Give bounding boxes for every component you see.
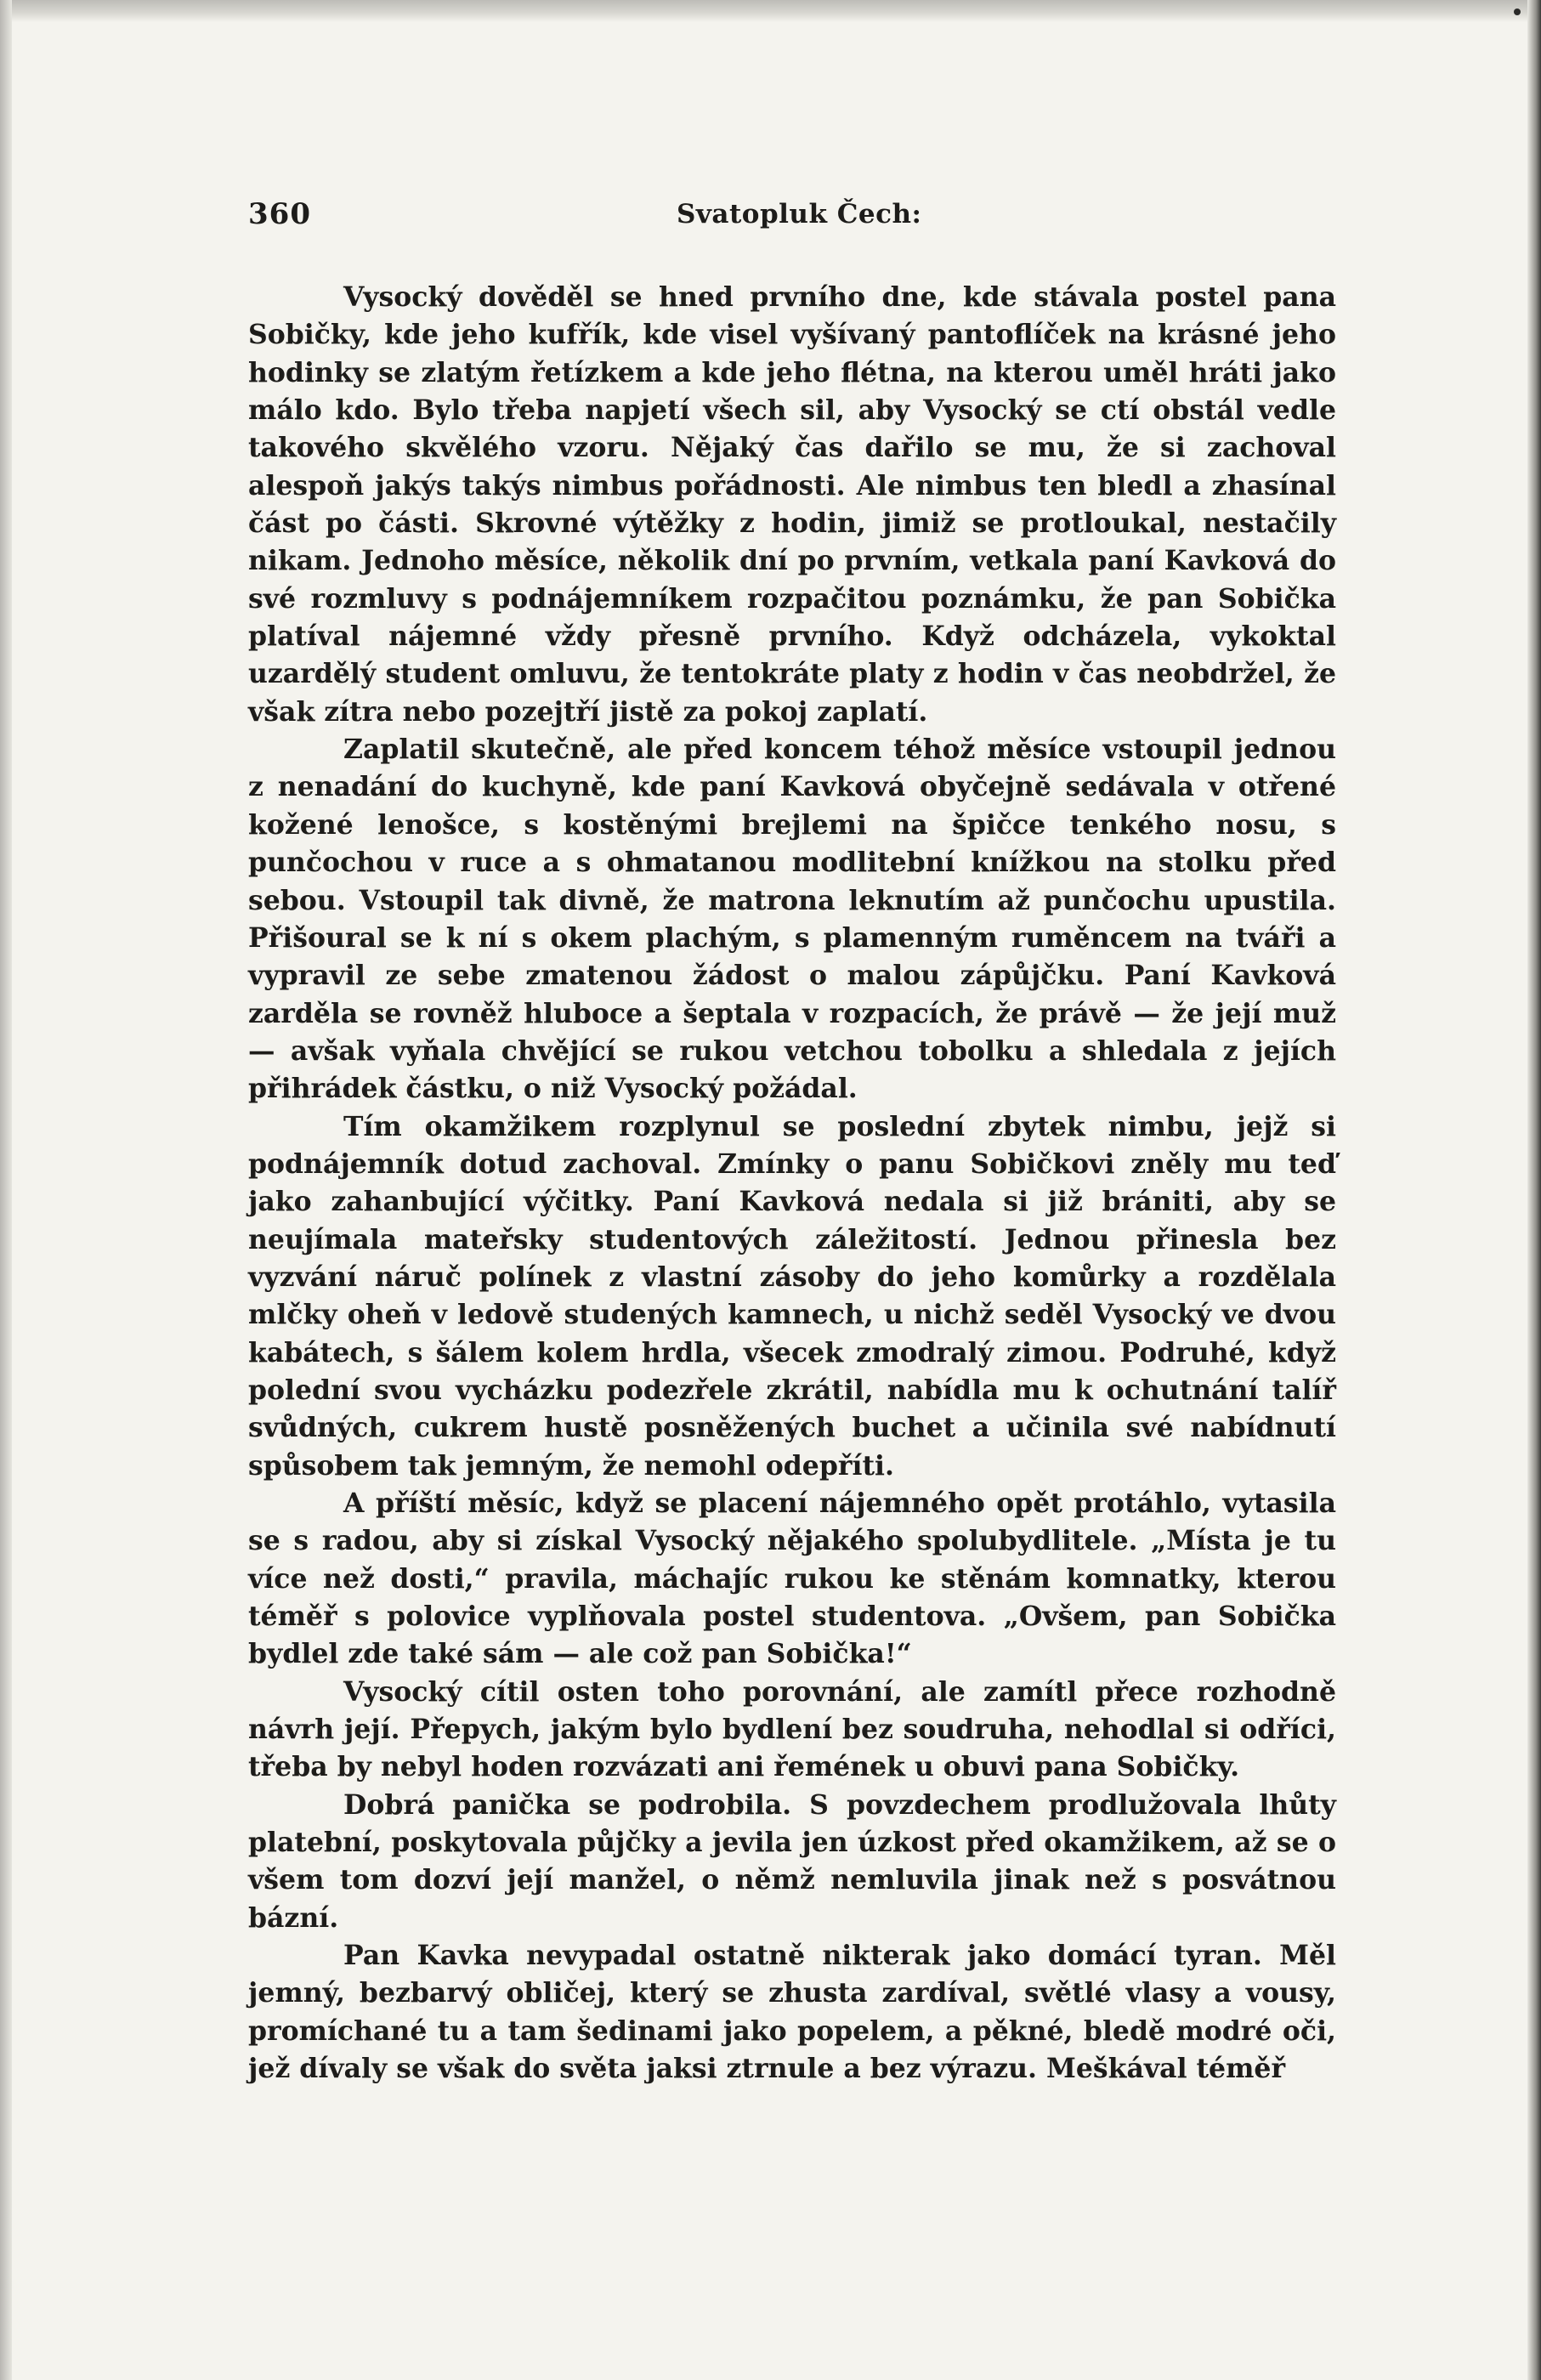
page-top-edge — [0, 0, 1541, 22]
running-head-author: Svatopluk Čech: — [677, 199, 922, 230]
page-header — [248, 197, 1336, 240]
paragraph: Dobrá panička se podrobila. S povzdechem prodlužovala lhůty platební, poskytovala půjčky a jevila jen úzkost před okamžikem, až se o všem tom dozví její manžel, o němž nemluvila jinak než s posvátnou bázní. — [248, 1788, 1336, 1934]
paragraph: Zaplatil skutečně, ale před koncem téhož měsíce vstoupil jednou z nenadání do kuchyně, kde paní Kavková obyčejně sedávala v otřené kožené lenošce, s kostěnými brejlemi na špičce tenkého nosu, s punčochou v ruce a s ohmatanou modlitební knížkou na stolku před sebou. Vstoupil tak divně, že matrona leknutím až punčochu upustila. Přišoural se k ní s okem plachým, s plamenným ruměncem na tváři a vypravil ze sebe zmatenou žádost o malou zápůjčku. Paní Kavková zarděla se rovněž hluboce a šeptala v rozpacích, že právě — že její muž — avšak vyňala chvějící se rukou vetchou tobolku a shledala z jejích přihrádek částku, o niž Vysocký požádal. — [248, 734, 1336, 1105]
paragraph: Vysocký cítil osten toho porovnání, ale zamítl přece rozhodně návrh její. Přepych, jakým bylo bydlení bez soudruha, nehodlal si odříci, třeba by nebyl hoden rozvázati ani řemének u obuvi pana Sobičky. — [248, 1675, 1336, 1783]
corner-dot-mark — [1514, 8, 1521, 15]
paragraph: A příští měsíc, když se placení nájemného opět protáhlo, vytasila se s radou, aby si získal Vysocký nějakého spolubydlitele. „Místa je tu více než dosti,“ pravila, máchajíc rukou ke stěnám komnatky, kterou téměř s polovice vyplňovala postel studentova. „Ovšem, pan Sobička bydlel zde také sám — ale což pan Sobička!“ — [248, 1488, 1336, 1670]
page-number: 360 — [248, 197, 311, 231]
body-text — [248, 279, 1336, 2088]
page-left-edge — [0, 0, 12, 2380]
paragraph: Vysocký dověděl se hned prvního dne, kde stávala postel pana Sobičky, kde jeho kufřík, kde visel vyšívaný pantoflíček na krásné jeho hodinky se zlatým řetízkem a kde jeho flétna, na kterou uměl hráti jako málo kdo. Bylo třeba napjetí všech sil, aby Vysocký se ctí obstál vedle takového skvělého vzoru. Nějaký čas dařilo se mu, že si zachoval alespoň jakýs takýs nimbus pořádnosti. Ale nimbus ten bledl a zhasínal část po části. Skrovné výtěžky z hodin, jimiž se protloukal, nestačily nikam. Jednoho měsíce, několik dní po prvním, vetkala paní Kavková do své rozmluvy s podnájemníkem rozpačitou poznámku, že pan Sobička platíval nájemné vždy přesně prvního. Když odcházela, vykoktal uzardělý student omluvu, že tentokráte platy z hodin v čas neobdržel, že však zítra nebo pozejtří jistě za pokoj zaplatí. — [248, 281, 1336, 728]
page-right-edge — [1527, 0, 1541, 2380]
paragraph: Pan Kavka nevypadal ostatně nikterak jako domácí tyran. Měl jemný, bezbarvý obličej, který se zhusta zardíval, světlé vlasy a vousy, promíchané tu a tam šedinami jako popelem, a pěkné, bledě modré oči, jež dívaly se však do světa jaksi ztrnule a bez výrazu. Meškával téměř — [248, 1940, 1336, 2085]
paragraph: Tím okamžikem rozplynul se poslední zbytek nimbu, jejž si podnájemník dotud zachoval. Zmínky o panu Sobičkovi zněly mu teď jako zahanbující výčitky. Paní Kavková nedala si již brániti, aby se neujímala mateřsky studentových záležitostí. Jednou přinesla bez vyzvání náruč polínek z vlastní zásoby do jeho komůrky a rozdělala mlčky oheň v ledově studených kamnech, u nichž seděl Vysocký ve dvou kabátech, s šálem kolem hrdla, všecek zmodralý zimou. Podruhé, když polední svou vycházku podezřele zkrátil, nabídla mu k ochutnání talíř svůdných, cukrem hustě posněžených buchet a učinila své nabídnutí spůsobem tak jemným, že nemohl odepříti. — [248, 1110, 1336, 1482]
